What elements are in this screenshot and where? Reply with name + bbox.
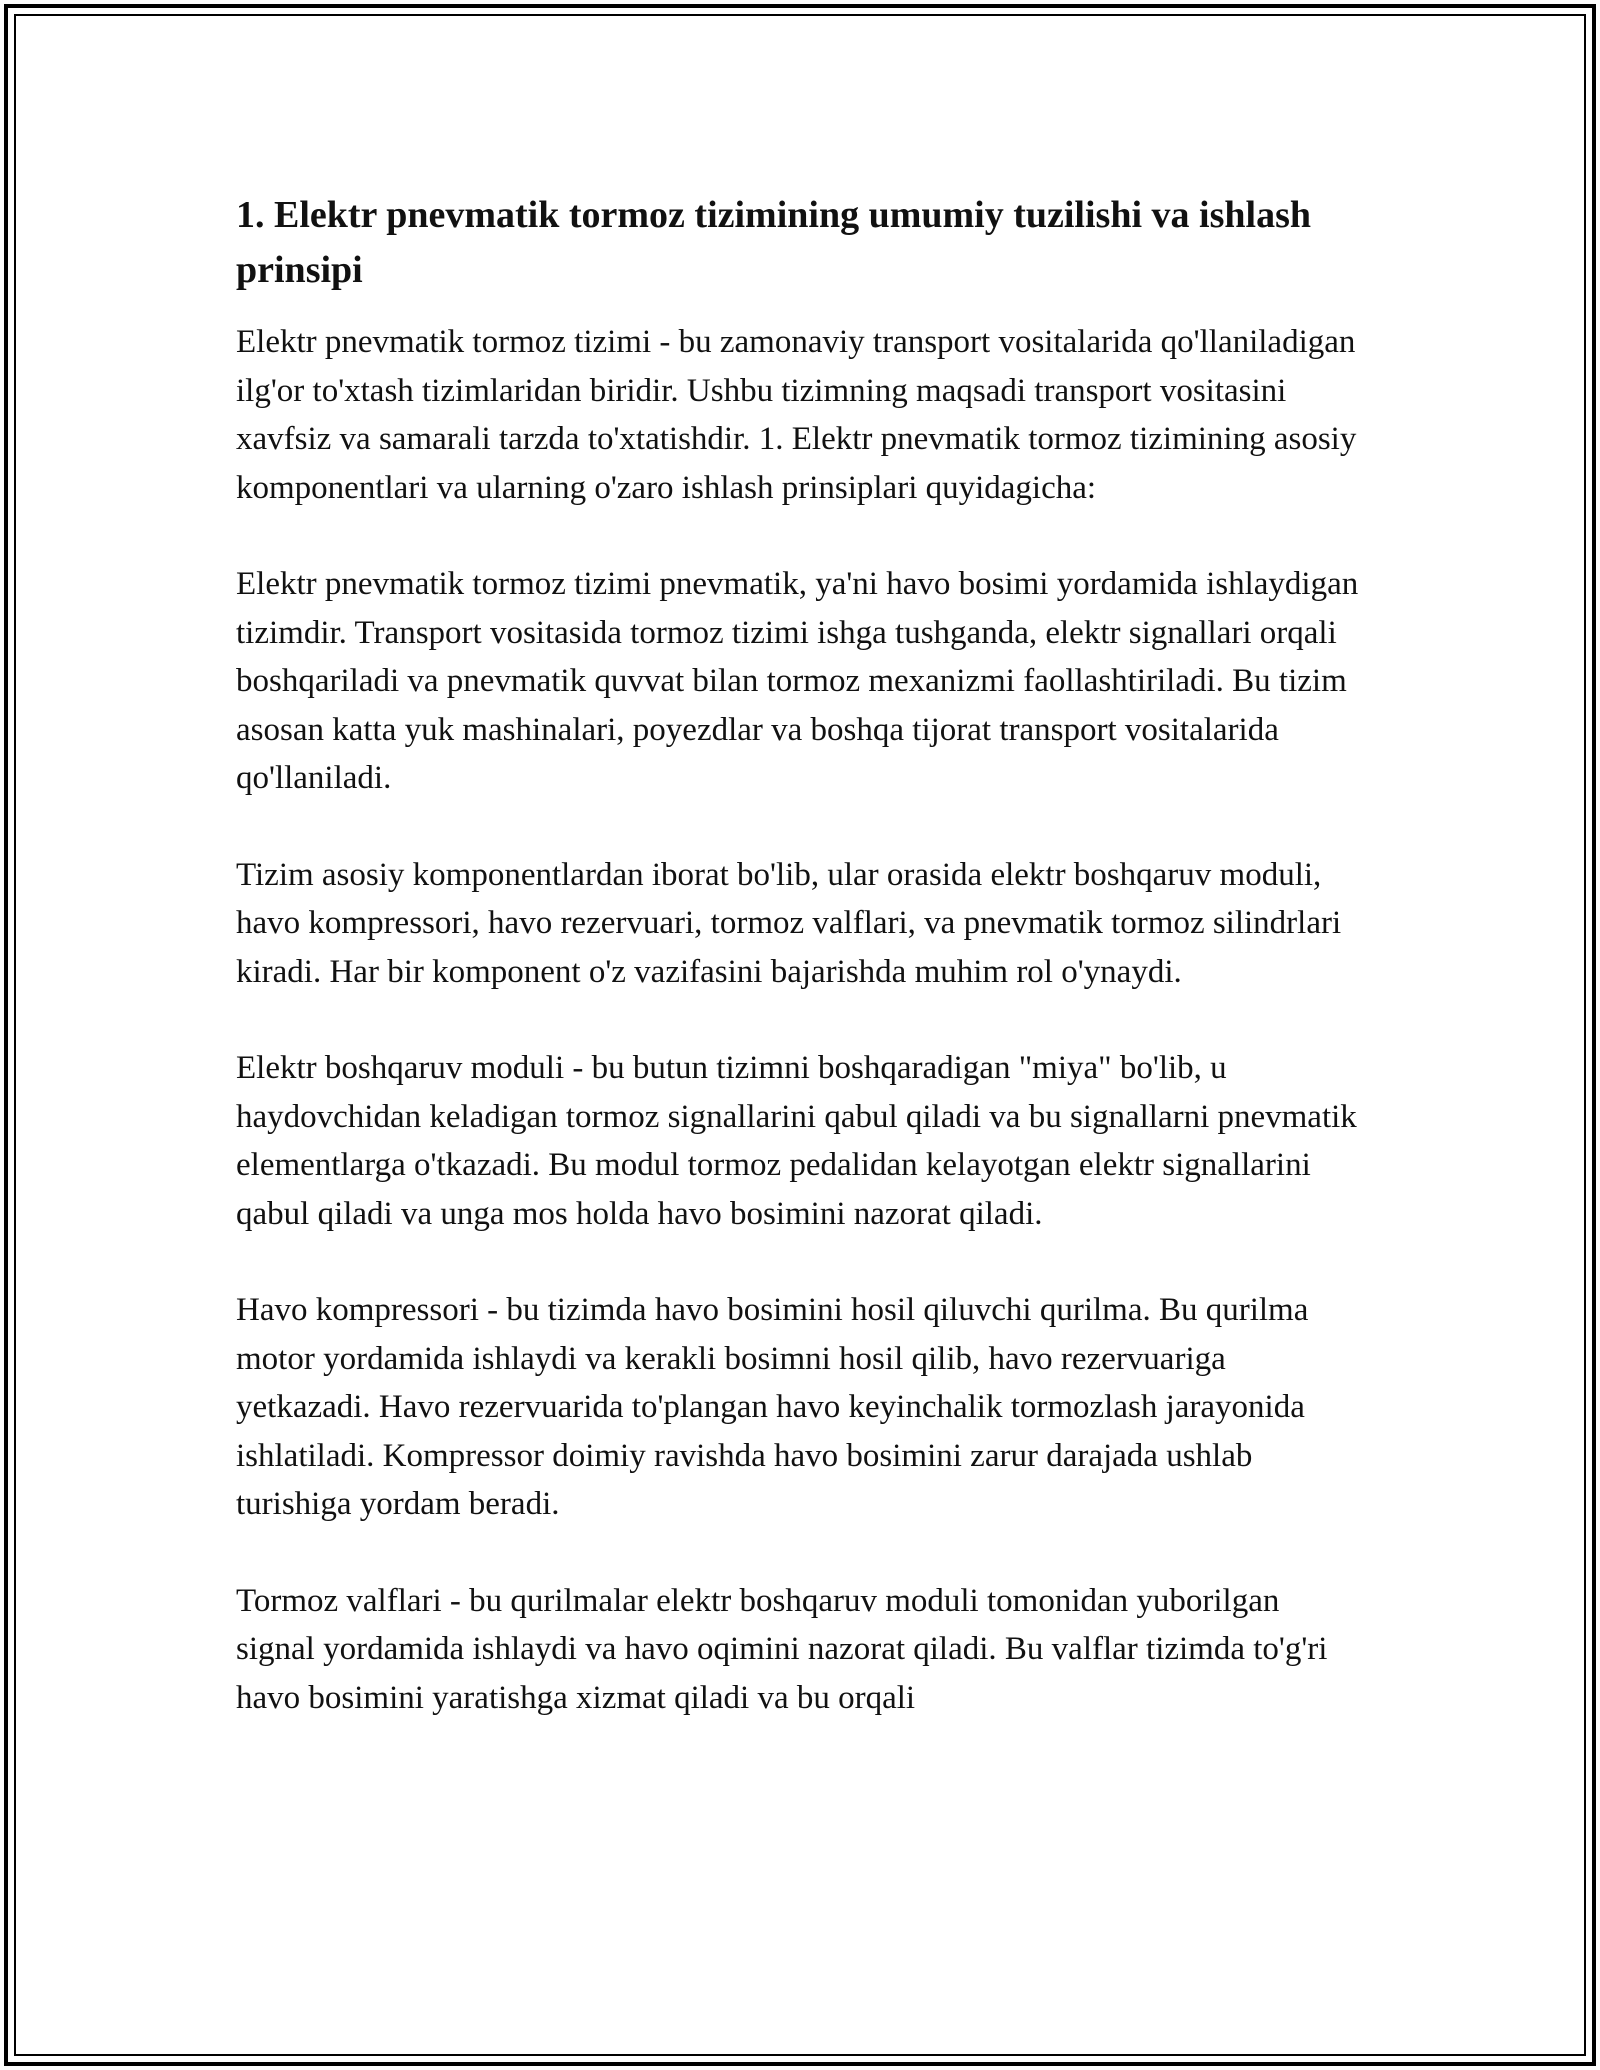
- paragraph-intro: Elektr pnevmatik tormoz tizimi - bu zamonaviy transport vositalarida qo'llaniladigan ilg'or to'xtash tizimlaridan biridir. Ushbu tizimning maqsadi transport vositasini xavfsiz va samarali tarzda to'xtatishdir. 1. Elektr pnevmatik tormoz tizimining asosiy komponentlari va ularning o'zaro ishlash prinsiplari quyidagicha:: [236, 324, 1357, 506]
- document-body: [236, 188, 1366, 1770]
- paragraph-system-overview: Elektr pnevmatik tormoz tizimi pnevmatik, ya'ni havo bosimi yordamida ishlaydigan tizimdir. Transport vositasida tormoz tizimi ishga tushganda, elektr signallari orqali boshqariladi va pnevmatik quvvat bilan tormoz mexanizmi faollashtiriladi. Bu tizim asosan katta yuk mashinalari, poyezdlar va boshqa tijorat transport vositalarida qo'llaniladi.: [236, 566, 1359, 796]
- paragraph-air-compressor: Havo kompressori - bu tizimda havo bosimini hosil qiluvchi qurilma. Bu qurilma motor yordamida ishlaydi va kerakli bosimni hosil qilib, havo rezervuariga yetkazadi. Havo rezervuarida to'plangan havo keyinchalik tormozlash jarayonida ishlatiladi. Kompressor doimiy ravishda havo bosimini zarur darajada ushlab turishiga yordam beradi.: [236, 1292, 1309, 1522]
- paragraph-brake-valves: Tormoz valflari - bu qurilmalar elektr boshqaruv moduli tomonidan yuborilgan signal yordamida ishlaydi va havo oqimini nazorat qiladi. Bu valflar tizimda to'g'ri havo bosimini yaratishga xizmat qiladi va bu orqali: [236, 1582, 1328, 1716]
- paragraph-components: Tizim asosiy komponentlardan iborat bo'lib, ular orasida elektr boshqaruv moduli, havo kompressori, havo rezervuari, tormoz valflari, va pnevmatik tormoz silindrlari kiradi. Har bir komponent o'z vazifasini bajarishda muhim rol o'ynaydi.: [236, 856, 1342, 990]
- section-heading: 1. Elektr pnevmatik tormoz tizimining umumiy tuzilishi va ishlash prinsipi: [236, 194, 1311, 291]
- paragraph-control-module: Elektr boshqaruv moduli - bu butun tizimni boshqaradigan "miya" bo'lib, u haydovchidan keladigan tormoz signallarini qabul qiladi va bu signallarni pnevmatik elementlarga o'tkazadi. Bu modul tormoz pedalidan kelayotgan elektr signallarini qabul qiladi va unga mos holda havo bosimini nazorat qiladi.: [236, 1050, 1357, 1232]
